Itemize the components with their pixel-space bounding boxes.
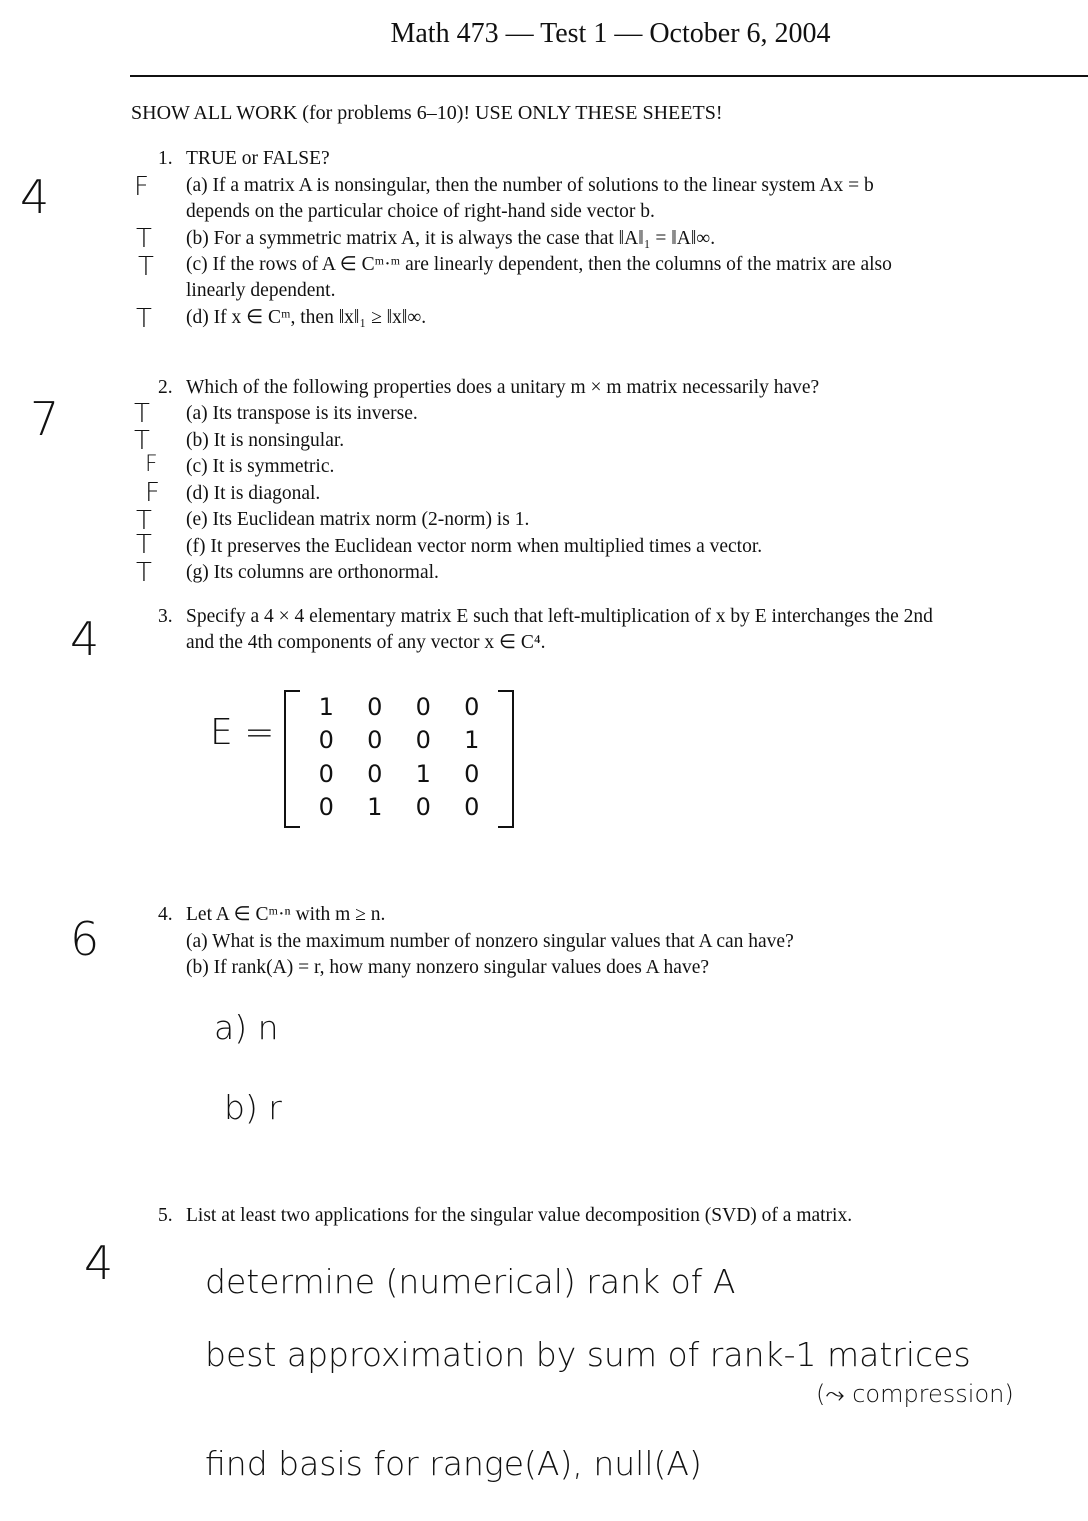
matrix-cell: 0 (318, 793, 334, 822)
problem-1a-mark: F (134, 172, 149, 202)
problem-3-score: 4 (70, 612, 100, 666)
matrix-cell: 0 (415, 692, 431, 721)
matrix-cell: 0 (464, 793, 480, 822)
problem-2g-line1: (g) Its columns are orthonormal. (186, 562, 439, 583)
matrix-row (302, 724, 496, 758)
problem-5-score: 4 (84, 1236, 114, 1290)
answer-matrix (284, 690, 514, 828)
problem-2c-mark: F (145, 452, 158, 477)
problem-5-answer-2: best approximation by sum of rank-1 matrices (205, 1335, 971, 1374)
problem-1-number: 1. (158, 148, 173, 169)
matrix-left-bracket (284, 690, 300, 828)
problem-1d-line1: (d) If x ∈ Cᵐ, then ‖x‖₁ ≥ ‖x‖∞. (186, 307, 427, 328)
problem-2f-mark: T (136, 530, 152, 560)
header-rule (130, 75, 1088, 77)
problem-1b-mark: T (136, 224, 152, 254)
problem-2a-mark: T (134, 399, 150, 429)
problem-5-line1: List at least two applications for the singular value decomposition (SVD) of a matrix. (186, 1205, 853, 1226)
problem-1-score: 4 (20, 170, 50, 224)
matrix-cell: 0 (318, 759, 334, 788)
problem-2b-mark: T (134, 426, 150, 456)
problem-2d-mark: F (145, 478, 160, 508)
problem-3-line1: Specify a 4 × 4 elementary matrix E such that left-multiplication of x by E interchanges the 2nd (186, 606, 933, 627)
matrix-cell: 0 (464, 759, 480, 788)
matrix-cell: 1 (318, 692, 334, 721)
problem-1a-line2: depends on the particular choice of right-hand side vector b. (186, 201, 655, 222)
problem-4-line2: (a) What is the maximum number of nonzero singular values that A can have? (186, 931, 794, 952)
matrix-cell: 0 (318, 726, 334, 755)
matrix-cell: 1 (367, 793, 383, 822)
matrix-label: E = (210, 712, 275, 753)
matrix-cell: 1 (464, 726, 480, 755)
matrix-row (302, 690, 496, 724)
problem-4-answer-a: a) n (214, 1008, 279, 1047)
problem-1a-line1: (a) If a matrix A is nonsingular, then the number of solutions to the linear system Ax = b (186, 175, 874, 196)
problem-2-number: 2. (158, 377, 173, 398)
matrix-row (302, 757, 496, 791)
problem-1-prompt: TRUE or FALSE? (186, 148, 330, 169)
matrix-cell: 0 (415, 793, 431, 822)
problem-2e-mark: T (136, 506, 152, 536)
problem-1c-line2: linearly dependent. (186, 280, 336, 301)
problem-5-answer-1: determine (numerical) rank of A (205, 1262, 736, 1301)
problem-1c-mark: T (138, 252, 154, 282)
problem-1b-line1: (b) For a symmetric matrix A, it is always the case that ‖A‖₁ = ‖A‖∞. (186, 228, 716, 249)
problem-5-answer-2-note: (⤳ compression) (816, 1380, 1014, 1408)
problem-3-line2: and the 4th components of any vector x ∈ C⁴. (186, 632, 546, 653)
matrix-cell: 1 (415, 759, 431, 788)
matrix-cell: 0 (367, 759, 383, 788)
problem-4-number: 4. (158, 904, 173, 925)
problem-2g-mark: T (136, 558, 152, 588)
problem-3-number: 3. (158, 606, 173, 627)
problem-5-number: 5. (158, 1205, 173, 1226)
problem-4-score: 6 (70, 912, 100, 966)
matrix-cell: 0 (415, 726, 431, 755)
problem-1c-line1: (c) If the rows of A ∈ Cᵐ·ᵐ are linearly dependent, then the columns of the matrix are also (186, 254, 892, 275)
matrix-right-bracket (498, 690, 514, 828)
problem-4-line3: (b) If rank(A) = r, how many nonzero singular values does A have? (186, 957, 710, 978)
instructions: SHOW ALL WORK (for problems 6–10)! USE ONLY THESE SHEETS! (131, 102, 723, 124)
problem-4-answer-b: b) r (224, 1088, 282, 1127)
problem-1d-mark: T (136, 304, 152, 334)
problem-2b-line1: (b) It is nonsingular. (186, 430, 345, 451)
matrix-row (302, 791, 496, 825)
problem-2f-line1: (f) It preserves the Euclidean vector norm when multiplied times a vector. (186, 536, 763, 557)
problem-2e-line1: (e) Its Euclidean matrix norm (2-norm) is 1. (186, 509, 530, 530)
problem-2d-line1: (d) It is diagonal. (186, 483, 321, 504)
problem-2-score: 7 (30, 392, 60, 446)
problem-2c-line1: (c) It is symmetric. (186, 456, 335, 477)
matrix-grid (302, 690, 496, 824)
problem-2a-line1: (a) Its transpose is its inverse. (186, 403, 418, 424)
problem-4-line1: Let A ∈ Cᵐ·ⁿ with m ≥ n. (186, 904, 386, 925)
problem-2-prompt: Which of the following properties does a unitary m × m matrix necessarily have? (186, 377, 820, 398)
page-title: Math 473 — Test 1 — October 6, 2004 (390, 18, 831, 49)
problem-5-answer-3: find basis for range(A), null(A) (205, 1444, 702, 1483)
matrix-cell: 0 (367, 692, 383, 721)
matrix-cell: 0 (367, 726, 383, 755)
matrix-cell: 0 (464, 692, 480, 721)
